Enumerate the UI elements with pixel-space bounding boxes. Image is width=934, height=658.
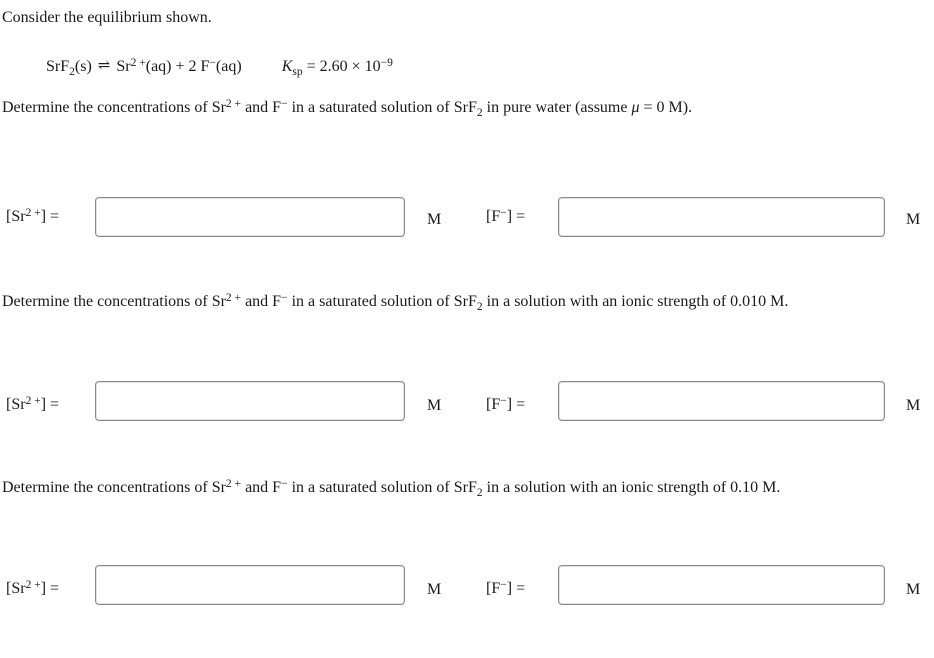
f-concentration-input-3[interactable] xyxy=(558,565,885,605)
f-unit-2: M xyxy=(906,397,921,414)
sr-unit-2: M xyxy=(427,397,442,414)
f-label-2: [F−] = xyxy=(486,394,526,413)
reactant: SrF$_2$(s) xyxy=(46,58,92,79)
question-1-text: Determine the concentrations of $Sr^{2 +}$ and F− in a saturated solution of SrF$_2$ in pure water (assume μ = 0 M). xyxy=(2,97,693,120)
f-concentration-input-2[interactable] xyxy=(558,381,885,421)
sr-concentration-input-1[interactable] xyxy=(95,197,405,237)
question-3-text: Determine the concentrations of $Sr^{2 +}$ and F− in a saturated solution of SrF$_2$ in a solution with an ionic strength of 0.10 M. xyxy=(2,477,781,500)
ksp-expression: $K_{sp} = 2.60 \times 10^{-9}$ xyxy=(281,56,393,79)
sr-label-1: $[Sr^{2 +}]$ = xyxy=(6,206,60,225)
f-label-1: [F−] = xyxy=(486,206,526,225)
f-label-3: [F−] = xyxy=(486,578,526,597)
f-unit-1: M xyxy=(906,211,921,228)
f-unit-3: M xyxy=(906,581,921,598)
equilibrium-reaction xyxy=(46,56,393,79)
f-concentration-input-1[interactable] xyxy=(558,197,885,237)
sr-label-2: $[Sr^{2 +}]$ = xyxy=(6,394,60,413)
products: $Sr^{2 +}(aq) + 2$ F−(aq) xyxy=(116,56,242,75)
intro-text: Consider the equilibrium shown. xyxy=(2,9,212,26)
equilibrium-arrow-icon: ⇌ xyxy=(97,58,111,74)
sr-unit-1: M xyxy=(427,211,442,228)
sr-unit-3: M xyxy=(427,581,442,598)
sr-concentration-input-2[interactable] xyxy=(95,381,405,421)
sr-label-3: $[Sr^{2 +}]$ = xyxy=(6,578,60,597)
question-2-text: Determine the concentrations of $Sr^{2 +}$ and F− in a saturated solution of SrF$_2$ in a solution with an ionic strength of 0.010 M. xyxy=(2,291,789,314)
sr-concentration-input-3[interactable] xyxy=(95,565,405,605)
